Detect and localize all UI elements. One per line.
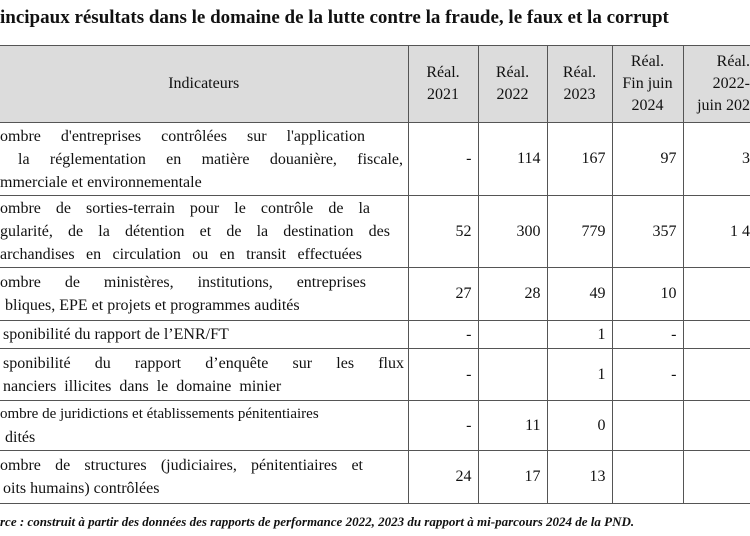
value-2022: 114	[478, 123, 547, 196]
value-2023: 167	[547, 123, 612, 196]
header-real-fin-juin-2024: Réal. Fin juin 2024	[612, 46, 683, 123]
value-2022-juin-2024	[683, 451, 750, 504]
value-2021: 24	[408, 451, 478, 504]
value-2023: 49	[547, 268, 612, 321]
header-real-2021: Réal. 2021	[408, 46, 478, 123]
header-real-2023: Réal. 2023	[547, 46, 612, 123]
value-2022-juin-2024: 3	[683, 123, 750, 196]
value-2021: 52	[408, 196, 478, 268]
value-2023: 1	[547, 349, 612, 401]
value-juin-2024: -	[612, 321, 683, 349]
indicator-cell: ombre de ministères, institutions, entreprises bliques, EPE et projets et programmes audités	[0, 268, 408, 321]
header-real-2022-juin-2024: Réal. 2022- juin 202	[683, 46, 750, 123]
value-2022: 300	[478, 196, 547, 268]
table-header-row	[0, 46, 750, 123]
value-2022-juin-2024	[683, 268, 750, 321]
value-2023: 779	[547, 196, 612, 268]
value-2023: 13	[547, 451, 612, 504]
value-2021: -	[408, 401, 478, 451]
value-2022-juin-2024	[683, 401, 750, 451]
source-note: rce : construit à partir des données des rapports de performance 2022, 2023 du rapport à mi-parcours 2024 de la PND.	[0, 514, 635, 529]
value-juin-2024: 97	[612, 123, 683, 196]
indicator-cell: ombre de sorties-terrain pour le contrôle de la gularité, de la détention et de la destination des archandises en circulation ou en transit effectuées	[0, 196, 408, 268]
value-2022	[478, 321, 547, 349]
indicator-cell: sponibilité du rapport d’enquête sur les flux nanciers illicites dans le domaine minier	[0, 349, 408, 401]
value-juin-2024: 10	[612, 268, 683, 321]
value-2022: 17	[478, 451, 547, 504]
value-2022: 28	[478, 268, 547, 321]
value-2021: -	[408, 349, 478, 401]
value-2021: -	[408, 321, 478, 349]
results-table	[0, 45, 750, 504]
value-2023: 1	[547, 321, 612, 349]
header-real-2022: Réal. 2022	[478, 46, 547, 123]
value-2021: 27	[408, 268, 478, 321]
table-row	[0, 268, 750, 321]
value-2022	[478, 349, 547, 401]
value-2022: 11	[478, 401, 547, 451]
value-juin-2024: 357	[612, 196, 683, 268]
value-2023: 0	[547, 401, 612, 451]
value-2022-juin-2024	[683, 349, 750, 401]
value-juin-2024: -	[612, 349, 683, 401]
table-row	[0, 451, 750, 504]
indicator-cell: ombre d'entreprises contrôlées sur l'application la réglementation en matière douanière, fiscale, mmerciale et environnementale	[0, 123, 408, 196]
table-row	[0, 196, 750, 268]
value-juin-2024	[612, 401, 683, 451]
indicator-cell: ombre de juridictions et établissements pénitentiaires dités	[0, 401, 408, 451]
header-indicateurs: Indicateurs	[0, 46, 408, 123]
table-row	[0, 123, 750, 196]
indicator-cell: sponibilité du rapport de l’ENR/FT	[0, 321, 408, 349]
indicator-cell: ombre de structures (judiciaires, pénitentiaires et oits humains) contrôlées	[0, 451, 408, 504]
table-row	[0, 321, 750, 349]
value-2022-juin-2024: 1 4	[683, 196, 750, 268]
value-2021: -	[408, 123, 478, 196]
table-row	[0, 349, 750, 401]
table-title: incipaux résultats dans le domaine de la lutte contre la fraude, le faux et la corrupt	[0, 7, 669, 28]
value-juin-2024	[612, 451, 683, 504]
value-2022-juin-2024	[683, 321, 750, 349]
table-row	[0, 401, 750, 451]
